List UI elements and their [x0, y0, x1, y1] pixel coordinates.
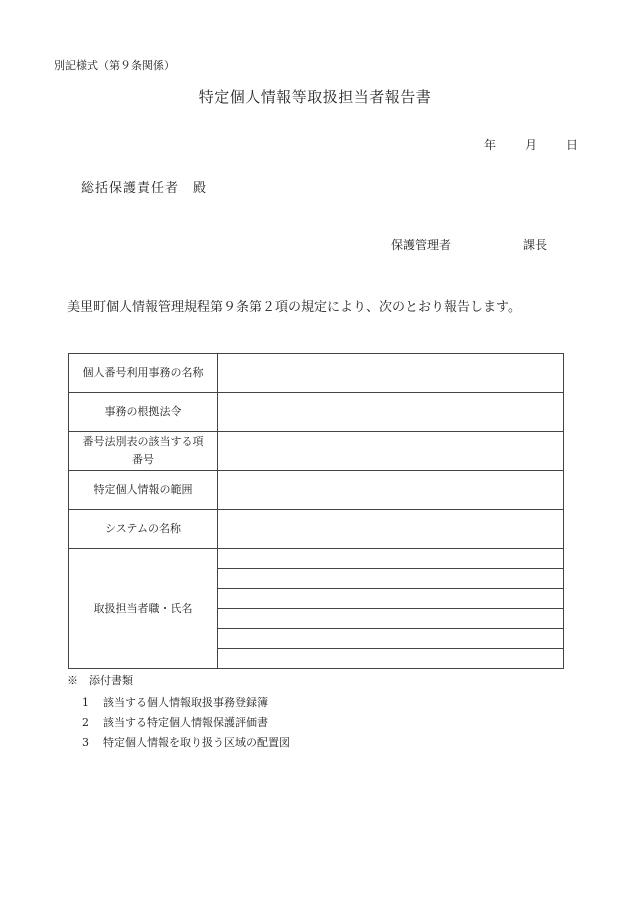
attachment-text: 特定個人情報を取り扱う区域の配置図: [103, 736, 290, 749]
row-label: 事務の根拠法令: [69, 393, 218, 432]
staff-value[interactable]: [218, 629, 564, 649]
row-value[interactable]: [218, 471, 564, 510]
table-row: [69, 549, 564, 569]
attachment-text: 該当する個人情報取扱事務登録簿: [103, 696, 268, 709]
table-row: [69, 432, 564, 471]
attachment-number: 3: [82, 736, 89, 749]
row-label: システムの名称: [69, 510, 218, 549]
row-label-line: 番号法別表の該当する項: [82, 435, 204, 448]
date-day: 日: [566, 138, 579, 152]
staff-value[interactable]: [218, 609, 564, 629]
attachment-number: 2: [82, 716, 89, 729]
attachment-text: 該当する特定個人情報保護評価書: [103, 716, 268, 729]
date-year: 年: [484, 138, 497, 152]
staff-value[interactable]: [218, 649, 564, 669]
date-month: 月: [525, 138, 538, 152]
row-label: 特定個人情報の範囲: [69, 471, 218, 510]
body-text: 美里町個人情報管理規程第９条第２項の規定により、次のとおり報告します。: [67, 300, 521, 315]
staff-value[interactable]: [218, 569, 564, 589]
staff-label: 取扱担当者職・氏名: [69, 549, 218, 669]
staff-value[interactable]: [218, 549, 564, 569]
row-label-line: 番号: [132, 453, 154, 466]
row-value[interactable]: [218, 432, 564, 471]
attachment-item: [82, 714, 268, 730]
attachments-heading: ※ 添付書類: [67, 674, 133, 687]
attachment-number: 1: [82, 696, 89, 709]
addressee: 総括保護責任者 殿: [81, 181, 208, 196]
staff-value[interactable]: [218, 589, 564, 609]
table-row: [69, 471, 564, 510]
table-row: [69, 393, 564, 432]
page-title: 特定個人情報等取扱担当者報告書: [198, 88, 432, 106]
form-id: 別記様式（第９条関係）: [54, 59, 175, 72]
row-label: 個人番号利用事務の名称: [69, 354, 218, 393]
table-row: [69, 510, 564, 549]
row-value[interactable]: [218, 393, 564, 432]
attachment-item: [82, 734, 290, 750]
row-value[interactable]: [218, 354, 564, 393]
report-table: [68, 353, 564, 669]
row-label: [69, 432, 218, 471]
sender-title: 課長: [523, 238, 548, 252]
table-row: [69, 354, 564, 393]
attachment-item: [82, 694, 268, 710]
row-value[interactable]: [218, 510, 564, 549]
sender-role: 保護管理者: [391, 238, 452, 252]
